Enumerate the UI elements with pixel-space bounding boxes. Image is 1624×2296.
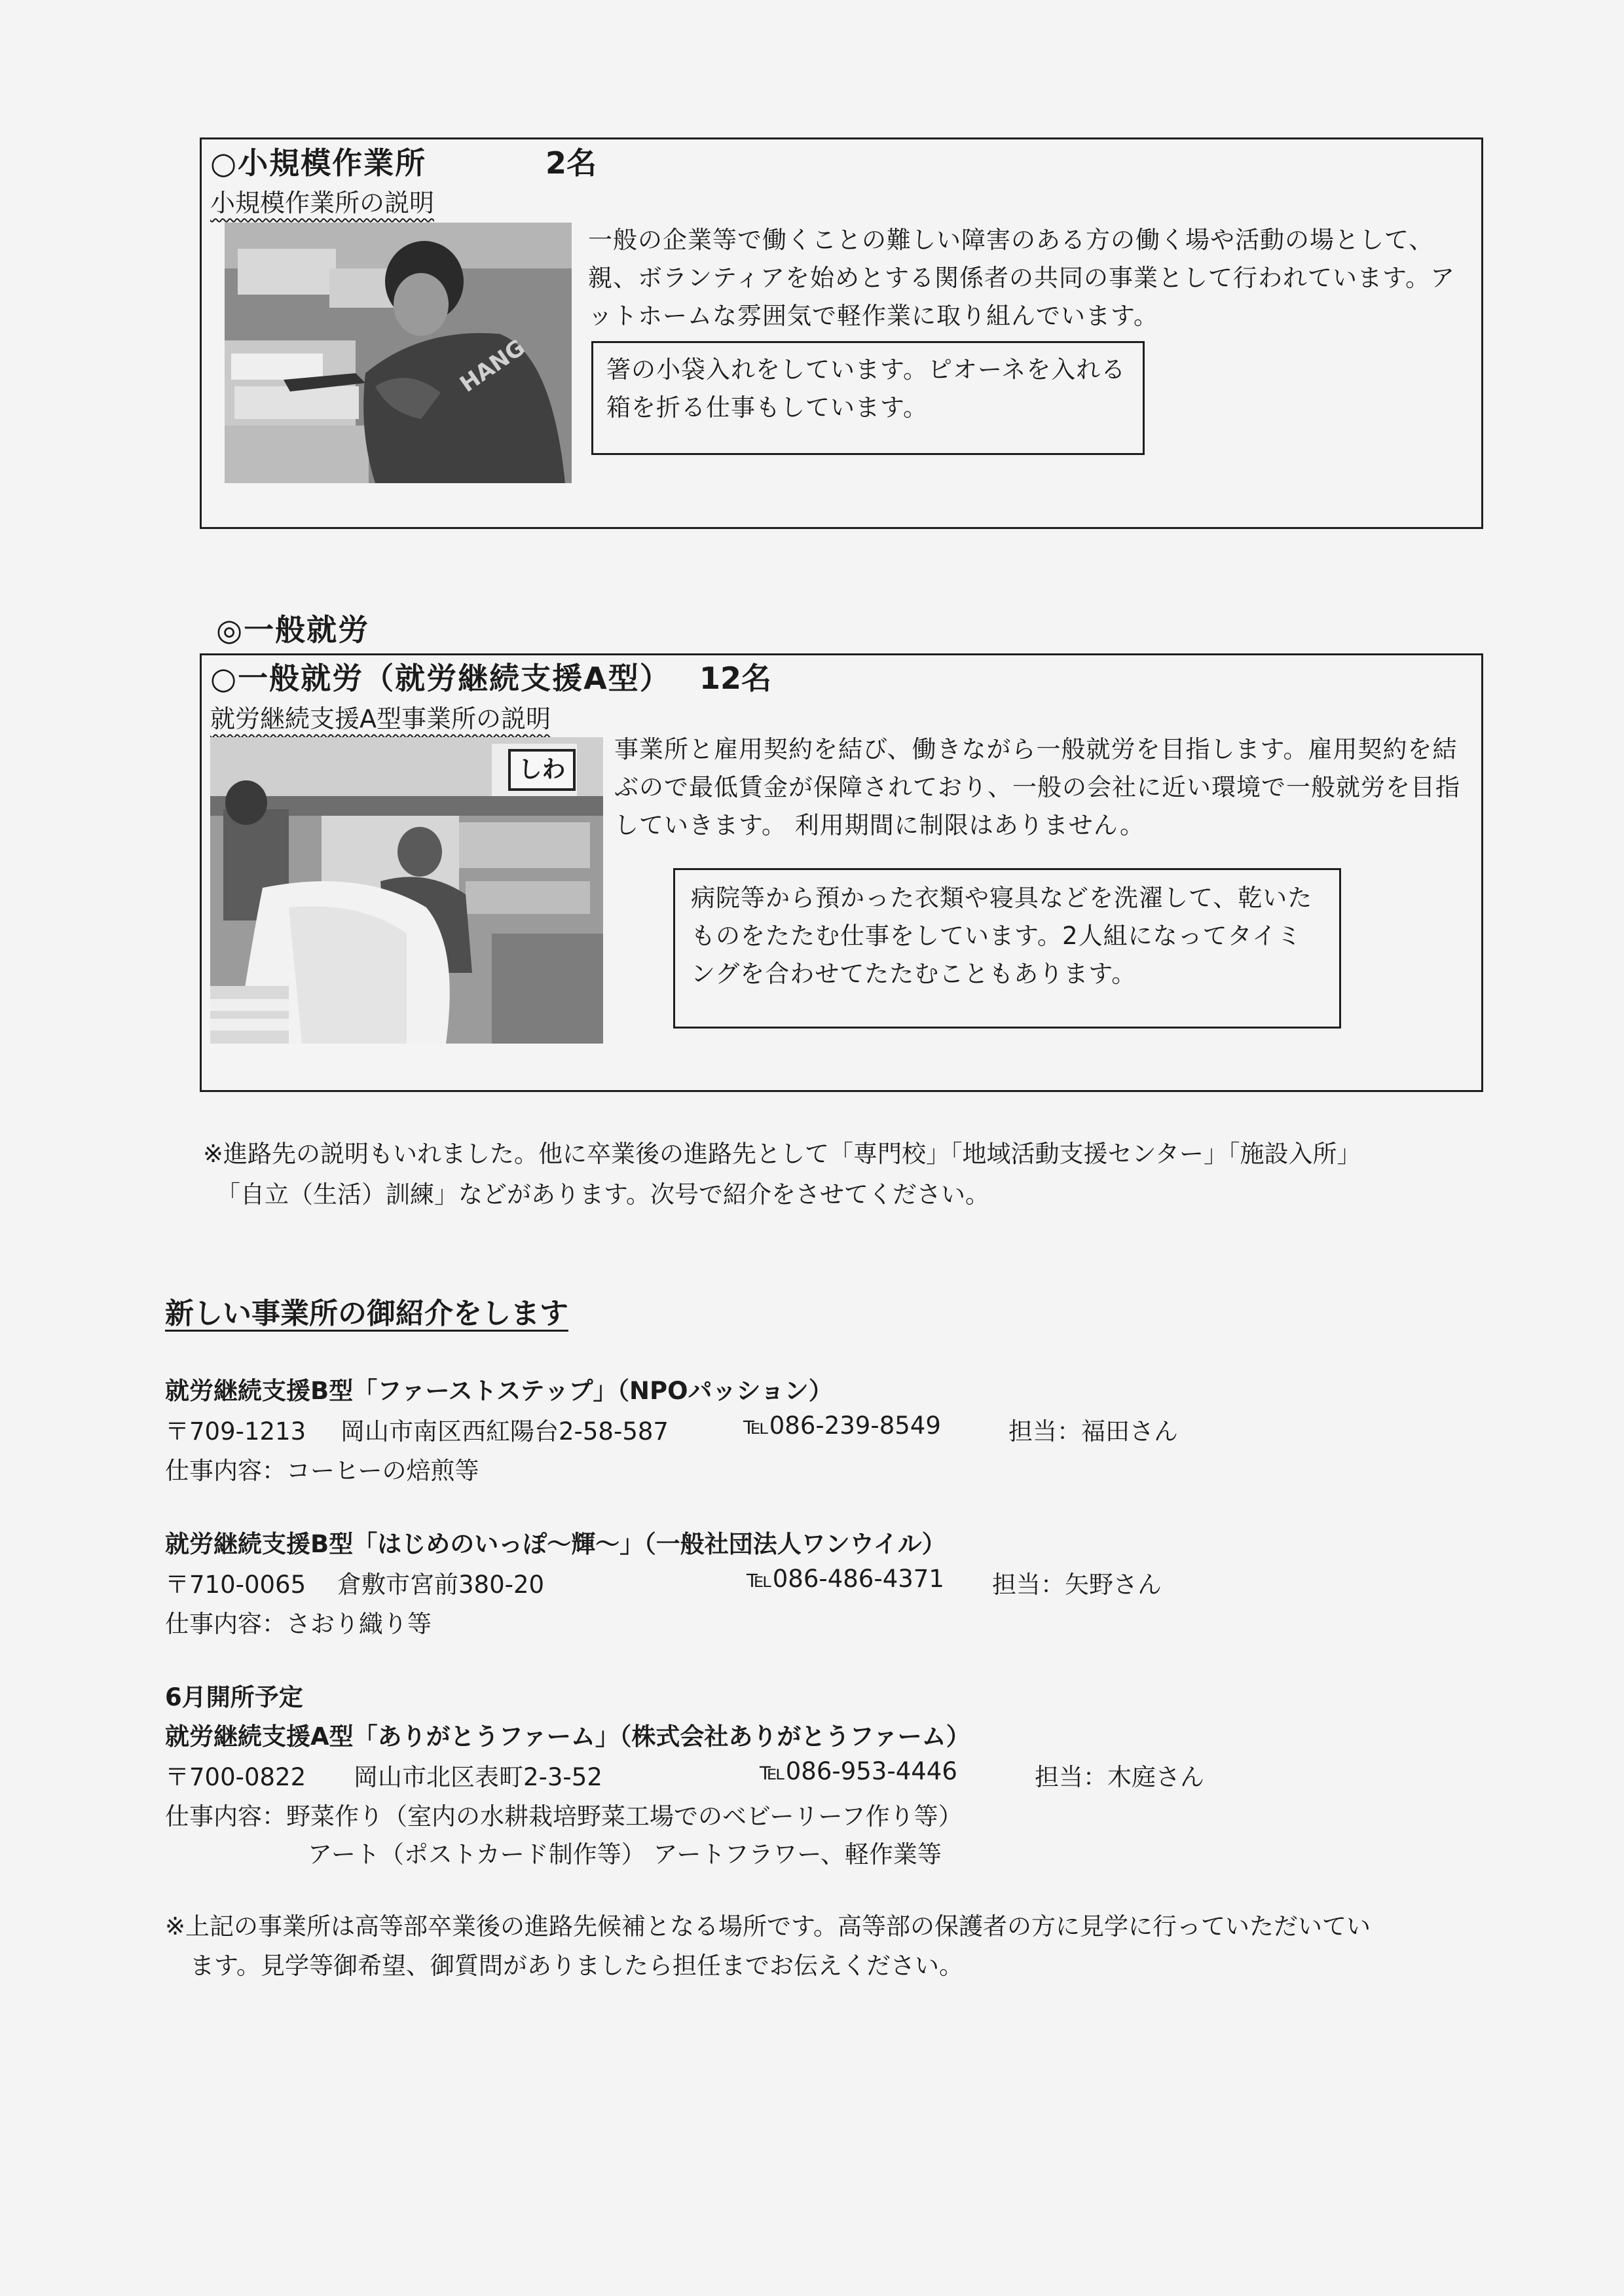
general-employment-description: 事業所と雇用契約を結び、働きながら一般就労を目指します。雇用契約を結ぶので最低賃金が保障されており、一般の会社に近い環境で一般就労を目指していきます。 利用期間に制限はありません。: [614, 735, 1460, 839]
small-workshop-description: 一般の企業等で働くことの難しい障害のある方の働く場や活動の場として、親、ボランティアを始めとする関係者の共同の事業として行われています。アットホームな雰囲気で軽作業に取り組んでいます。: [588, 226, 1456, 330]
office-3-work: 仕事内容：野菜作り（室内の水耕栽培野菜工場でのベビーリーフ作り等）: [165, 1802, 963, 1831]
footnote-paths-line1: ※進路先の説明もいれました。他に卒業後の進路先として「専門校」「地域活動支援センター」「施設入所」: [203, 1140, 1361, 1168]
office-3-postal: 〒700-0822: [165, 1763, 306, 1791]
general-employment-count: 12名: [699, 661, 772, 696]
office-3-address: 岡山市北区表町2-3-52: [354, 1763, 602, 1791]
office-3-work-cont: アート（ポストカード制作等） アートフラワー、軽作業等: [308, 1840, 942, 1868]
office-2-tel: ℡086-486-4371: [747, 1565, 944, 1593]
photo-sign-text: しわ: [518, 756, 566, 783]
office-3-opening: 6月開所予定: [165, 1683, 303, 1711]
office-2-postal: 〒710-0065: [165, 1571, 306, 1599]
footnote-visit-line1: ※上記の事業所は高等部卒業後の進路先候補となる場所です。高等部の保護者の方に見学に行っていただいてい: [165, 1912, 1371, 1941]
small-workshop-title: ○小規模作業所: [210, 145, 427, 181]
office-3-tel: ℡086-953-4446: [760, 1757, 957, 1785]
svg-text:HANG: HANG: [455, 334, 530, 398]
small-workshop-photo: [225, 223, 572, 483]
office-2-work: 仕事内容：さおり織り等: [165, 1610, 432, 1638]
office-1-postal: 〒709-1213: [165, 1417, 306, 1446]
office-2-name: 就労継続支援B型「はじめのいっぽ～輝～」（一般社団法人ワンウイル）: [165, 1530, 946, 1558]
general-employment-box: [200, 653, 1483, 1092]
office-3-name: 就労継続支援A型「ありがとうファーム」（株式会社ありがとうファーム）: [165, 1722, 970, 1751]
office-1-work: 仕事内容：コーヒーの焙煎等: [165, 1457, 479, 1485]
office-3-contact: 担当：木庭さん: [1035, 1763, 1204, 1791]
office-2-address: 倉敷市宮前380-20: [337, 1571, 545, 1599]
office-1-contact: 担当：福田さん: [1008, 1417, 1178, 1446]
general-employment-heading: ◎一般就労: [216, 612, 370, 647]
general-employment-photo: [210, 737, 603, 1044]
small-workshop-box: [200, 137, 1483, 529]
small-workshop-subtitle: 小規模作業所の説明: [210, 189, 435, 217]
small-workshop-count: 2名: [545, 145, 597, 181]
general-employment-note-box: [673, 868, 1341, 1029]
photo-worker-folding-illustration: [225, 223, 572, 483]
general-employment-subtitle: 就労継続支援A型事業所の説明: [210, 704, 551, 733]
general-employment-title: ○一般就労（就労継続支援A型）: [210, 661, 671, 696]
office-1-name: 就労継続支援B型「ファーストステップ」（NPOパッション）: [165, 1377, 833, 1405]
general-employment-note: 病院等から預かった衣類や寝具などを洗濯して、乾いたものをたたむ仕事をしています。2人組になってタイミングを合わせてたたむこともあります。: [691, 884, 1313, 988]
photo-sign: [508, 749, 576, 791]
office-1-address: 岡山市南区西紅陽台2-58-587: [341, 1417, 669, 1446]
footnote-visit-line2: ます。見学等御希望、御質問がありましたら担任までお伝えください。: [190, 1952, 964, 1980]
small-workshop-note-box: [591, 341, 1145, 455]
small-workshop-note: 箸の小袋入れをしています。ピオーネを入れる箱を折る仕事もしています。: [606, 355, 1126, 422]
new-offices-title: 新しい事業所の御紹介をします: [165, 1297, 568, 1330]
office-1-tel: ℡086-239-8549: [743, 1412, 941, 1440]
office-2-contact: 担当：矢野さん: [992, 1571, 1162, 1599]
footnote-paths-line2: 「自立（生活）訓練」などがあります。次号で紹介をさせてください。: [216, 1180, 990, 1209]
